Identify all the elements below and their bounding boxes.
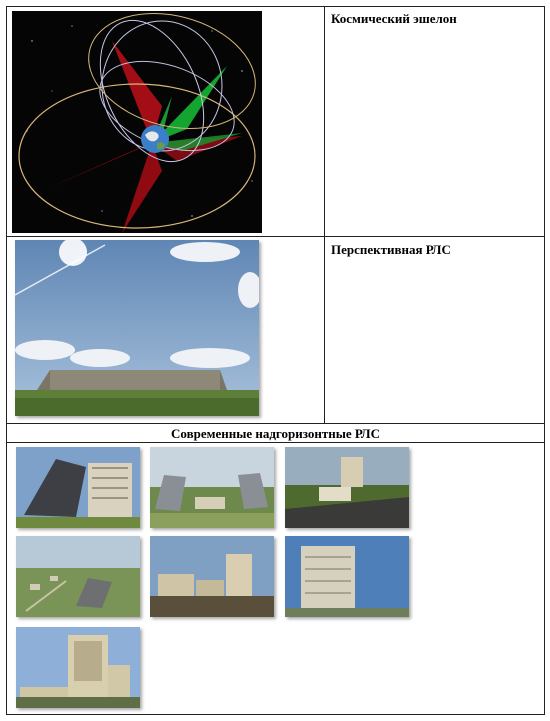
radar-photo-4	[16, 536, 140, 617]
radar-photo-2	[150, 447, 274, 528]
column-divider	[324, 7, 325, 423]
radar-photo-7	[16, 627, 140, 708]
row-divider	[7, 236, 544, 237]
space-echelon-title: Космический эшелон	[331, 11, 457, 26]
row-divider	[7, 442, 544, 443]
perspective-radar-image	[15, 240, 259, 416]
radar-photo-3	[285, 447, 409, 528]
row-divider	[7, 423, 544, 424]
perspective-radar-title: Перспективная РЛС	[331, 242, 451, 257]
document-table	[6, 6, 545, 715]
radar-photo-5	[150, 536, 274, 617]
space-echelon-image	[12, 11, 262, 233]
modern-radars-title: Современные надгоризонтные РЛС	[171, 426, 380, 441]
radar-photo-6	[285, 536, 409, 617]
radar-photo-1	[16, 447, 140, 528]
